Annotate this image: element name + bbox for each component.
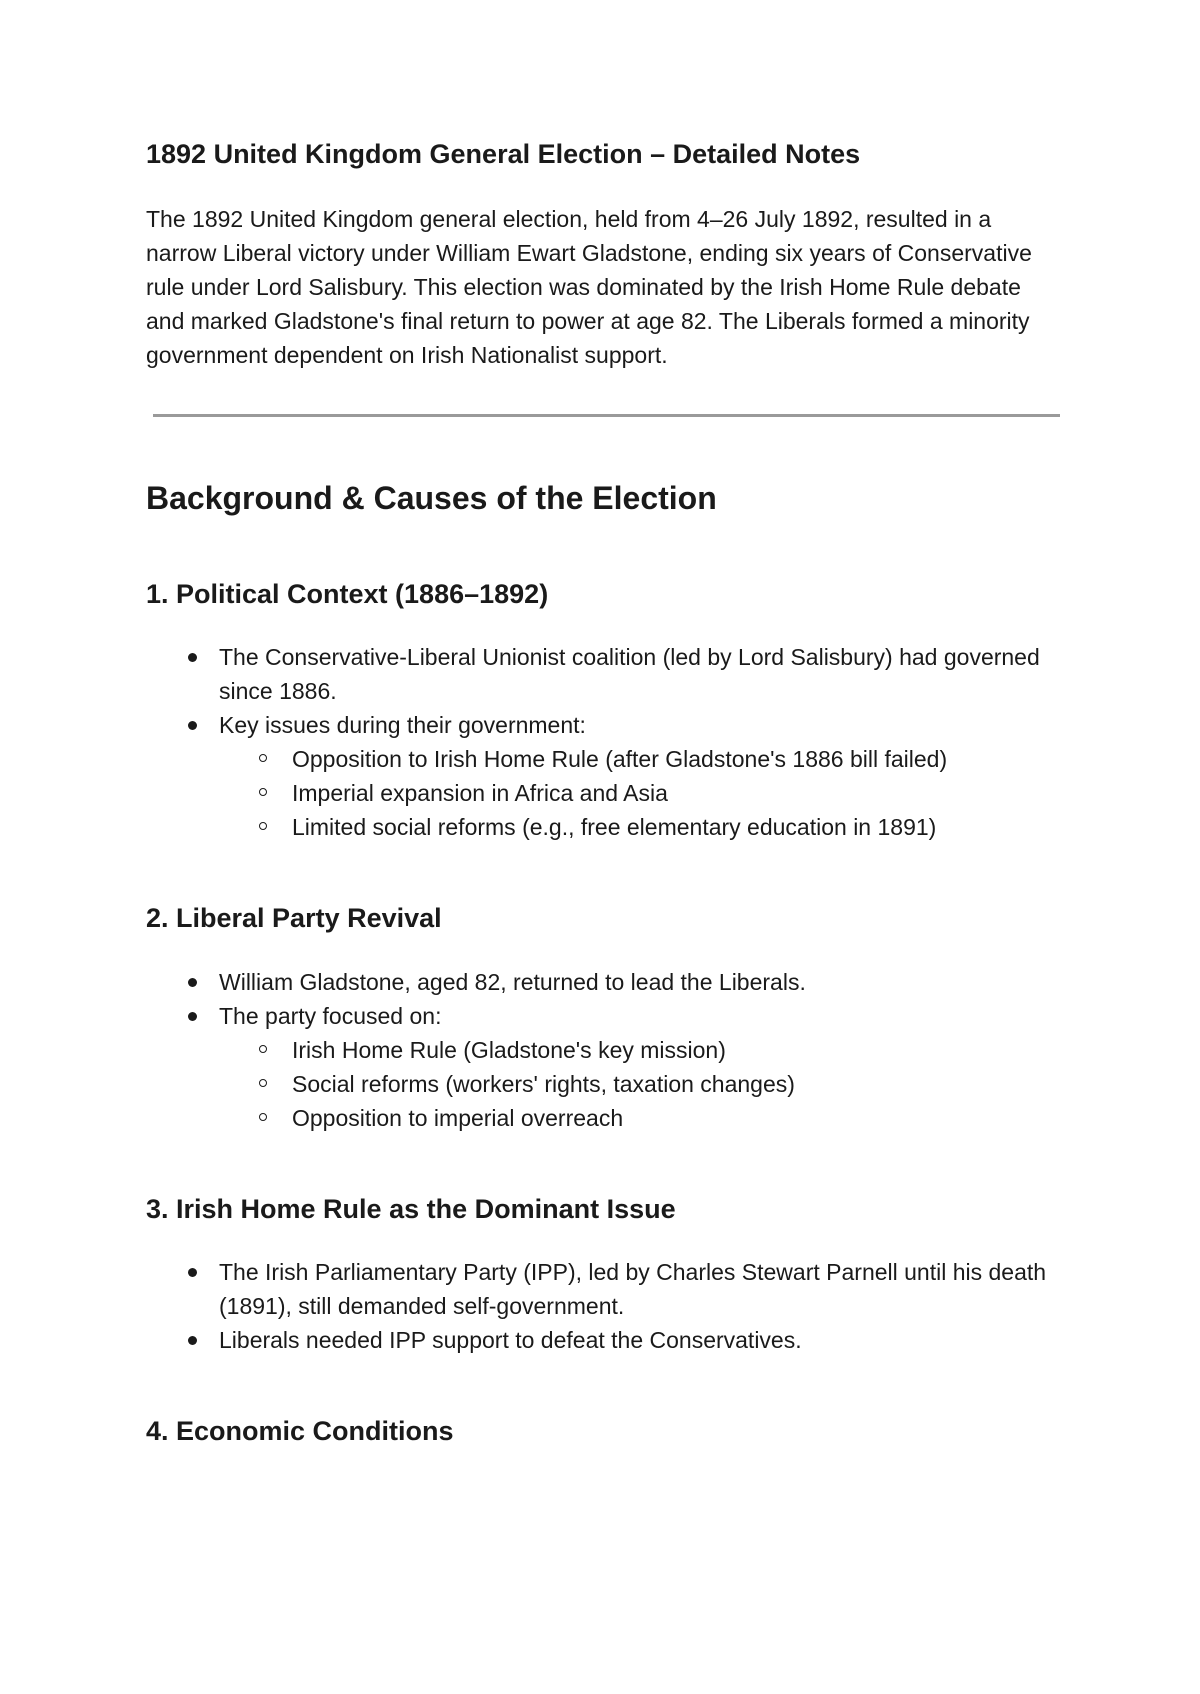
list-item [146, 708, 1066, 844]
sub-list-item [219, 742, 1066, 776]
bullet-list-liberal-revival [146, 965, 1066, 1135]
bullet-list-irish-home-rule [146, 1255, 1066, 1357]
hollow-bullet-icon [259, 1113, 267, 1121]
list-item-text: The party focused on: [219, 1002, 442, 1029]
bullet-icon [188, 653, 197, 662]
document-title: 1892 United Kingdom General Election – Detailed Notes [146, 139, 861, 169]
subsection-heading-economic-conditions: 4. Economic Conditions [146, 1415, 454, 1446]
bullet-icon [188, 1012, 197, 1021]
hollow-bullet-icon [259, 1045, 267, 1053]
list-item [146, 640, 1066, 708]
sub-list [219, 1033, 1066, 1135]
sub-list-item [219, 1101, 1066, 1135]
intro-paragraph: The 1892 United Kingdom general election, held from 4–26 July 1892, resulted in a narrow Liberal victory under William Ewart Gladstone, ending six years of Conservative rule under Lord Salisbury. This election was dominated by the Irish Home Rule debate and marked Gladstone's final return to power at age 82. The Liberals formed a minority government dependent on Irish Nationalist support. [146, 206, 1032, 369]
bullet-icon [188, 978, 197, 987]
list-item-text: Liberals needed IPP support to defeat the Conservatives. [219, 1326, 802, 1353]
list-item [146, 1323, 1066, 1357]
sub-list-item [219, 1033, 1066, 1067]
hollow-bullet-icon [259, 1079, 267, 1087]
bullet-icon [188, 1336, 197, 1345]
list-item [146, 965, 1066, 999]
subsection-heading-liberal-revival: 2. Liberal Party Revival [146, 903, 442, 934]
horizontal-divider [153, 414, 1060, 417]
sub-list-item [219, 776, 1066, 810]
sub-list-item [219, 1067, 1066, 1101]
sub-list [219, 742, 1066, 844]
subsection-heading-irish-home-rule: 3. Irish Home Rule as the Dominant Issue [146, 1193, 676, 1224]
bullet-list-political-context [146, 640, 1066, 844]
list-item-text: The Irish Parliamentary Party (IPP), led by Charles Stewart Parnell until his death (1891), still demanded self-government. [219, 1258, 1047, 1319]
hollow-bullet-icon [259, 788, 267, 796]
sub-list-item-text: Opposition to Irish Home Rule (after Gladstone's 1886 bill failed) [292, 746, 948, 773]
subsection-heading-political-context: 1. Political Context (1886–1892) [146, 578, 549, 609]
list-item [146, 999, 1066, 1135]
sub-list-item-text: Opposition to imperial overreach [292, 1104, 624, 1131]
section-heading-background: Background & Causes of the Election [146, 480, 717, 517]
list-item [146, 1255, 1066, 1323]
hollow-bullet-icon [259, 754, 267, 762]
sub-list-item-text: Social reforms (workers' rights, taxation changes) [292, 1070, 795, 1097]
document-page [146, 138, 1066, 1447]
hollow-bullet-icon [259, 822, 267, 830]
sub-list-item-text: Imperial expansion in Africa and Asia [292, 780, 668, 807]
list-item-text: William Gladstone, aged 82, returned to lead the Liberals. [219, 968, 806, 995]
sub-list-item [219, 810, 1066, 844]
list-item-text: Key issues during their government: [219, 712, 586, 739]
bullet-icon [188, 721, 197, 730]
bullet-icon [188, 1268, 197, 1277]
list-item-text: The Conservative-Liberal Unionist coalition (led by Lord Salisbury) had governed since 1886. [219, 644, 1040, 705]
sub-list-item-text: Irish Home Rule (Gladstone's key mission) [292, 1036, 726, 1063]
sub-list-item-text: Limited social reforms (e.g., free elementary education in 1891) [292, 814, 937, 841]
